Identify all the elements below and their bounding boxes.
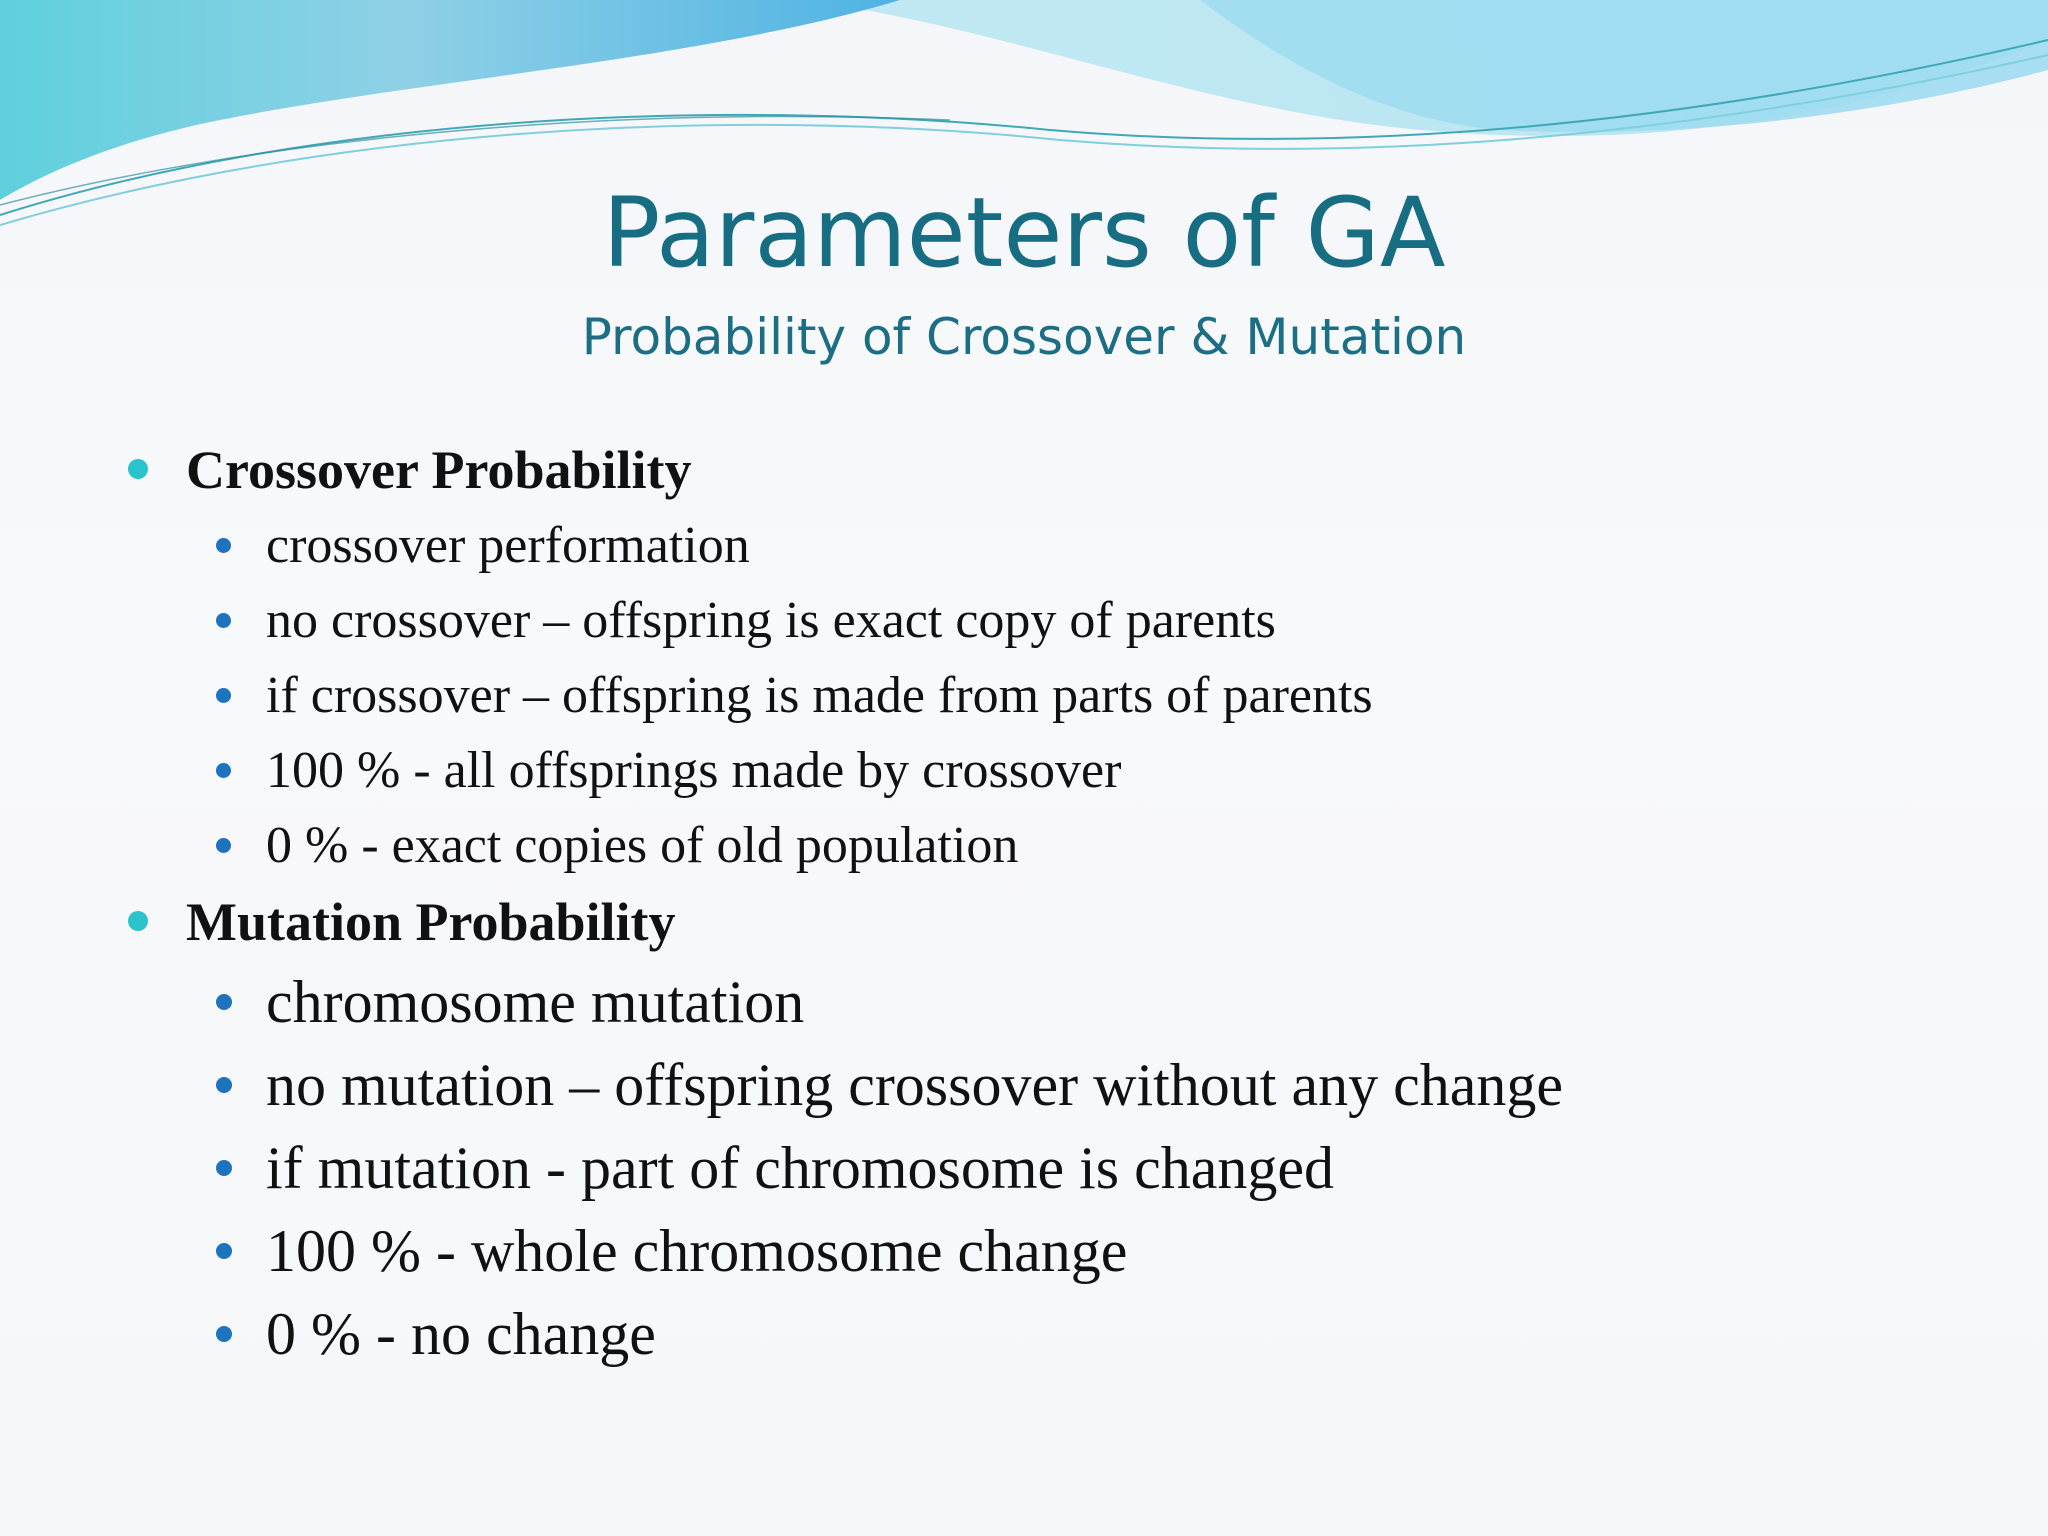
- list-item: [266, 1132, 1334, 1204]
- list-item-text: chromosome mutation: [266, 969, 805, 1035]
- bullet-icon: [216, 538, 231, 553]
- list-item: [266, 1049, 1563, 1121]
- list-item: [266, 966, 804, 1038]
- bullet-icon: [216, 1077, 232, 1093]
- bullet-icon: [216, 688, 231, 703]
- bullet-icon: [128, 459, 148, 479]
- list-item: [266, 815, 1018, 877]
- list-item-text: crossover performation: [266, 517, 750, 574]
- list-item-text: 100 % - all offsprings made by crossover: [266, 742, 1122, 799]
- list-item: [266, 740, 1121, 802]
- bullet-icon: [216, 1243, 232, 1259]
- list-item: [266, 1215, 1127, 1287]
- list-item-text: 0 % - no change: [266, 1301, 656, 1367]
- slide-subtitle: Probability of Crossover & Mutation: [581, 308, 1467, 366]
- crossover-heading: Crossover Probability: [186, 440, 692, 500]
- mutation-heading: Mutation Probability: [186, 892, 676, 952]
- list-item-text: no mutation – offspring crossover without any change: [266, 1052, 1563, 1118]
- list-item-text: if mutation - part of chromosome is changed: [266, 1135, 1335, 1201]
- list-item-text: if crossover – offspring is made from parts of parents: [266, 667, 1373, 724]
- bullet-icon: [128, 911, 148, 931]
- bullet-icon: [216, 1160, 232, 1176]
- bullet-icon: [216, 763, 231, 778]
- slide-title: Parameters of GA: [602, 177, 1446, 289]
- list-item-text: no crossover – offspring is exact copy of parents: [266, 592, 1276, 649]
- bullet-icon: [216, 994, 232, 1010]
- list-item: [266, 590, 1276, 652]
- list-item-text: 0 % - exact copies of old population: [266, 817, 1019, 874]
- bullet-icon: [216, 613, 231, 628]
- list-item: [266, 665, 1373, 727]
- bullet-icon: [216, 838, 231, 853]
- list-item-mutation-heading: [186, 890, 676, 954]
- list-item: [266, 515, 750, 577]
- bullet-icon: [216, 1326, 232, 1342]
- list-item-crossover-heading: [186, 438, 692, 502]
- list-item: [266, 1298, 656, 1370]
- list-item-text: 100 % - whole chromosome change: [266, 1218, 1128, 1284]
